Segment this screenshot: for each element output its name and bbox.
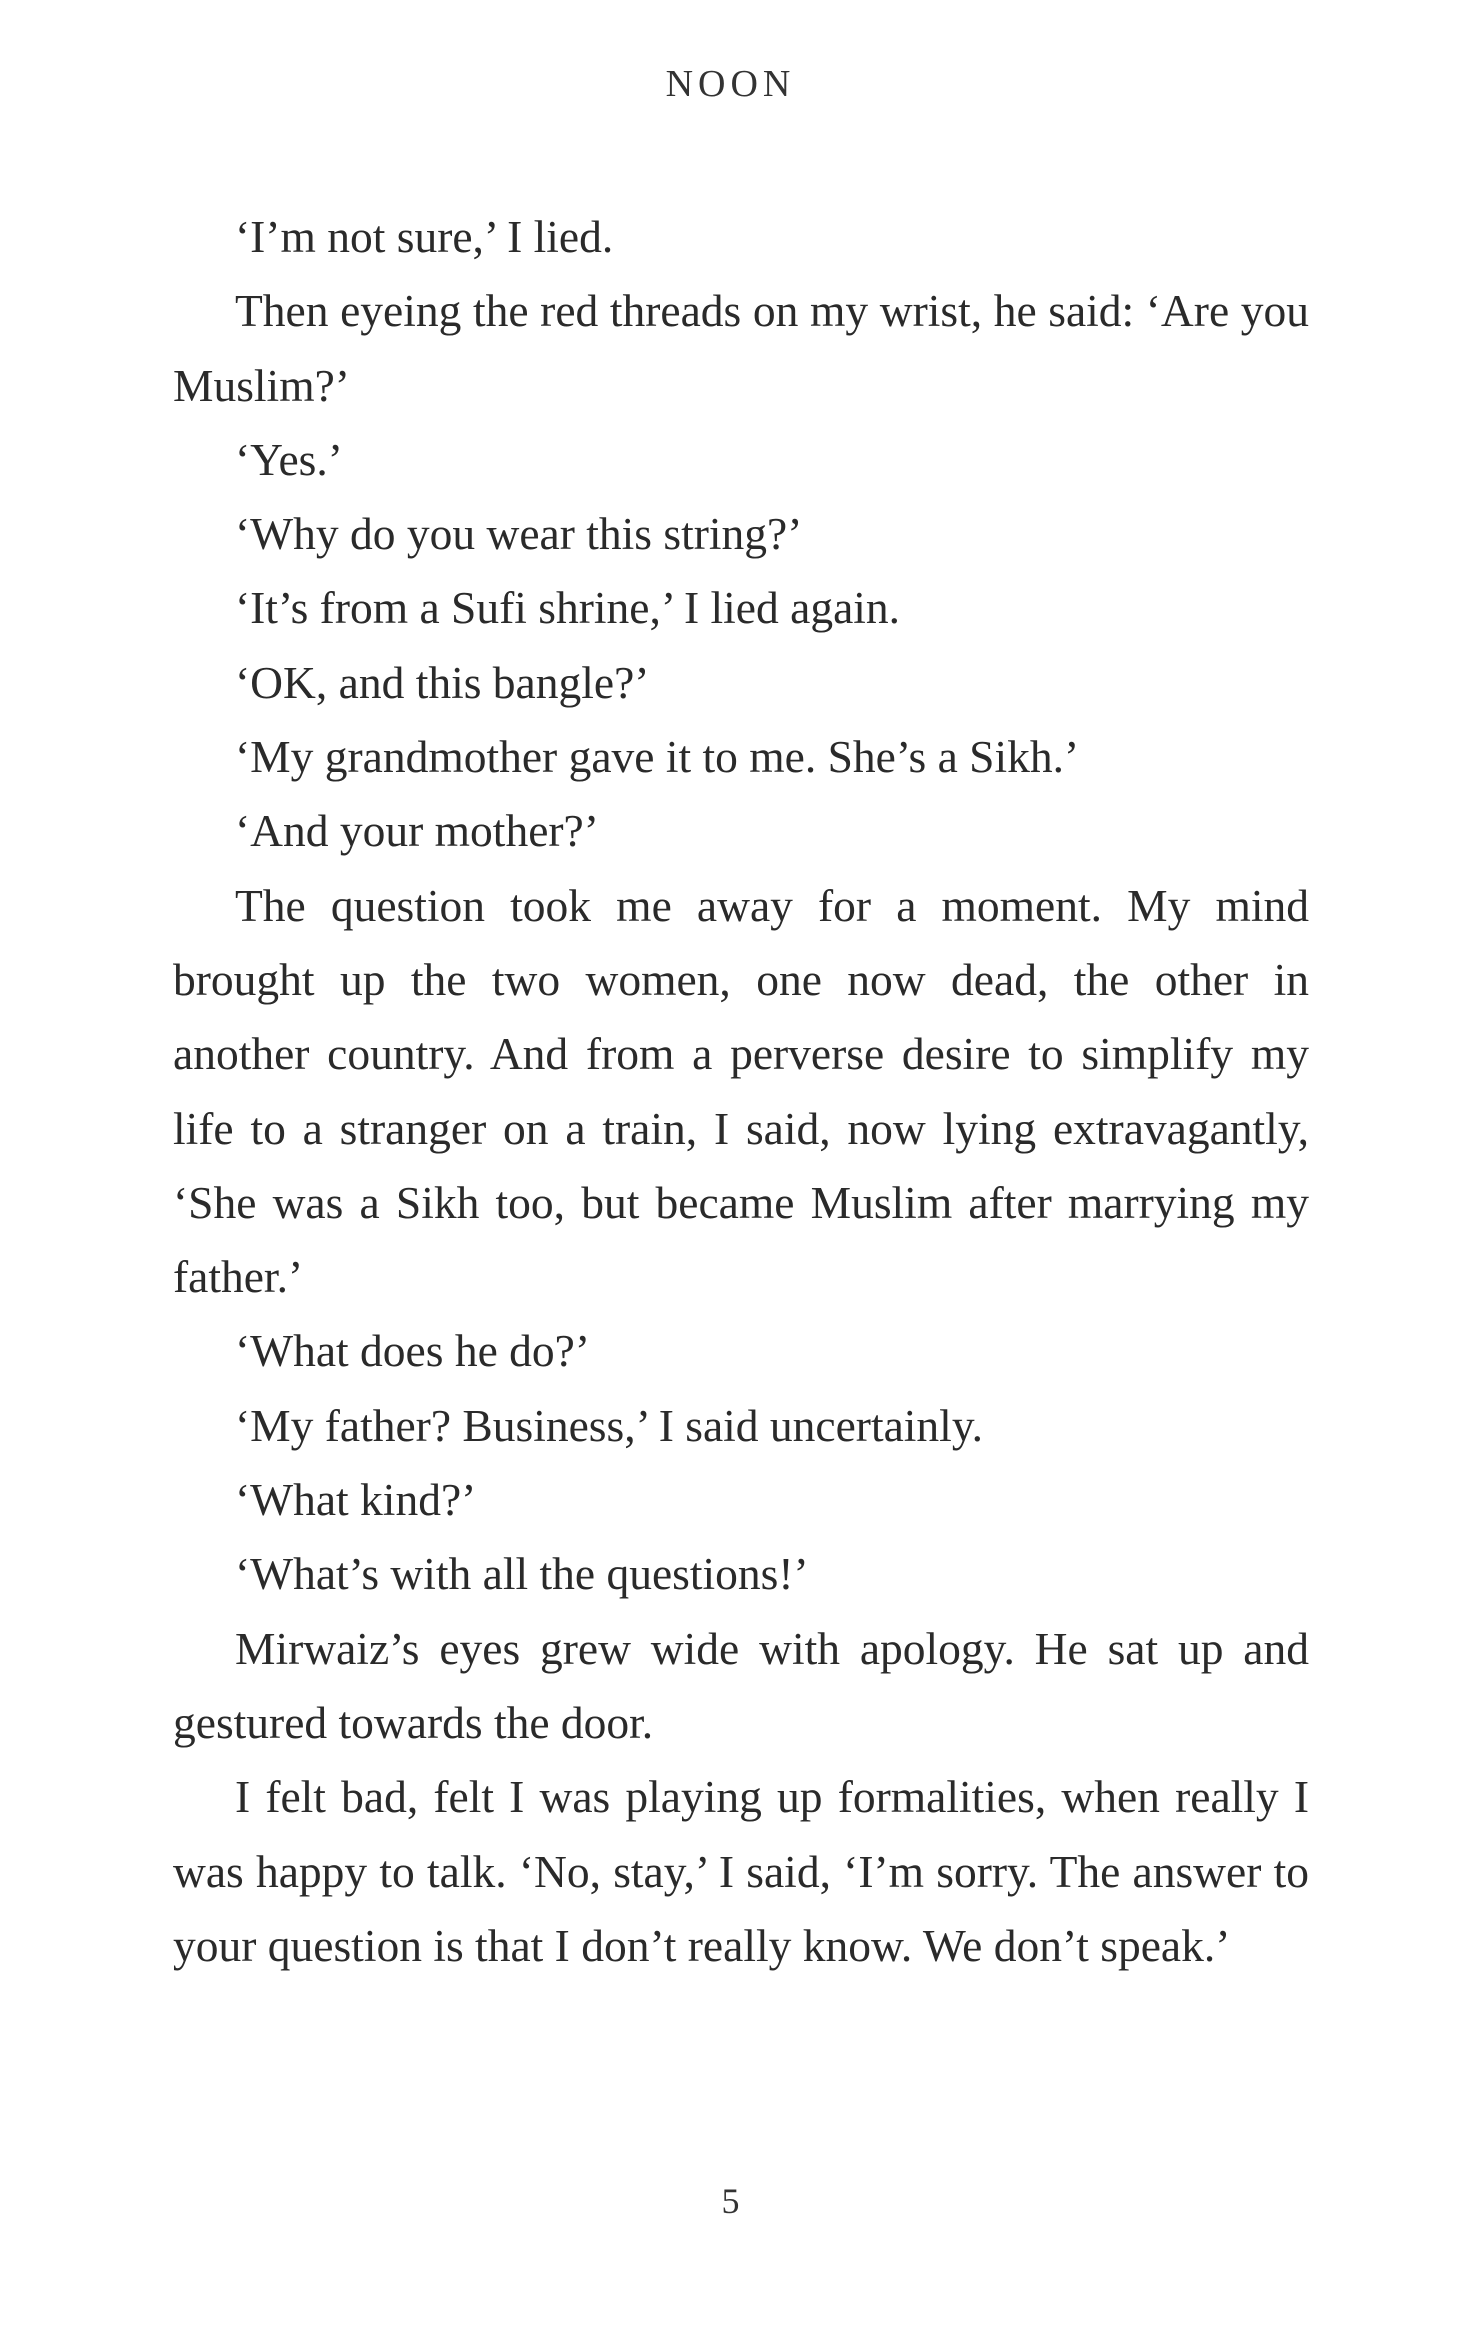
paragraph: ‘My father? Business,’ I said uncertainly. [235,1399,983,1451]
page-number: 5 [721,2181,740,2221]
paragraph: I felt bad, felt I was playing up formalities, when really I was happy to talk. ‘No, stay,’ I said, ‘I’m sorry. The answer to your question is that I don’t really know. We don’t speak.’ [173,1771,1309,1971]
paragraph: ‘What kind?’ [235,1474,477,1526]
body-text [173,200,1309,1983]
paragraph: ‘What does he do?’ [235,1325,591,1377]
paragraph: ‘What’s with all the questions!’ [235,1548,809,1600]
paragraph: ‘My grandmother gave it to me. She’s a Sikh.’ [235,731,1080,783]
paragraph: The question took me away for a moment. My mind brought up the two women, one now dead, the other in another country. And from a perverse desire to simplify my life to a stranger on a train, I said, now lying extravagantly, ‘She was a Sikh too, but became Muslim after marrying my father.’ [173,879,1309,1303]
running-head: NOON [665,63,796,105]
paragraph: ‘Yes.’ [235,433,343,485]
paragraph: ‘It’s from a Sufi shrine,’ I lied again. [235,582,901,634]
paragraph: Then eyeing the red threads on my wrist, he said: ‘Are you Muslim?’ [173,285,1309,411]
paragraph: ‘And your mother?’ [235,805,599,857]
paragraph: ‘Why do you wear this string?’ [235,508,803,560]
paragraph: ‘OK, and this bangle?’ [235,656,650,708]
paragraph: ‘I’m not sure,’ I lied. [235,211,614,262]
paragraph: Mirwaiz’s eyes grew wide with apology. He sat up and gestured towards the door. [173,1622,1309,1748]
